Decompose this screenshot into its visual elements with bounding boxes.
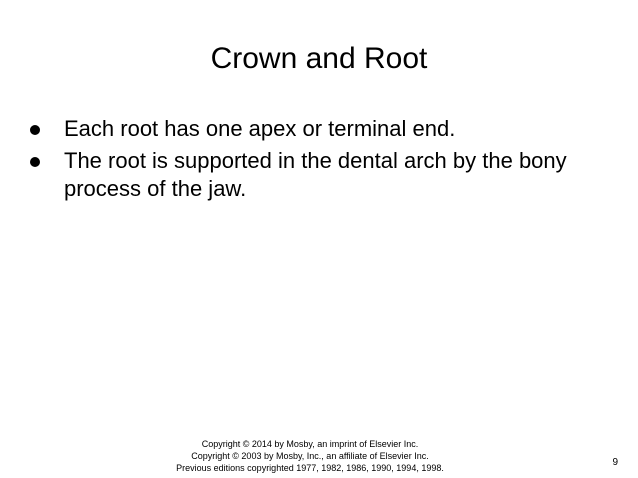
bullet-text: Each root has one apex or terminal end. [64, 116, 456, 141]
bullet-icon [30, 157, 40, 167]
bullet-list [30, 115, 590, 207]
slide-title: Crown and Root [210, 42, 428, 75]
bullet-item [30, 147, 590, 203]
bullet-item [30, 115, 590, 143]
copyright-footer [150, 438, 470, 474]
copyright-line: Copyright © 2014 by Mosby, an imprint of Elsevier Inc. [201, 439, 419, 449]
bullet-text: The root is supported in the dental arch by the bony process of the jaw. [64, 148, 567, 201]
copyright-line: Previous editions copyrighted 1977, 1982, 1986, 1990, 1994, 1998. [176, 463, 444, 473]
bullet-icon [30, 125, 40, 135]
copyright-line: Copyright © 2003 by Mosby, Inc., an affiliate of Elsevier Inc. [191, 451, 429, 461]
page-number: 9 [612, 457, 618, 468]
